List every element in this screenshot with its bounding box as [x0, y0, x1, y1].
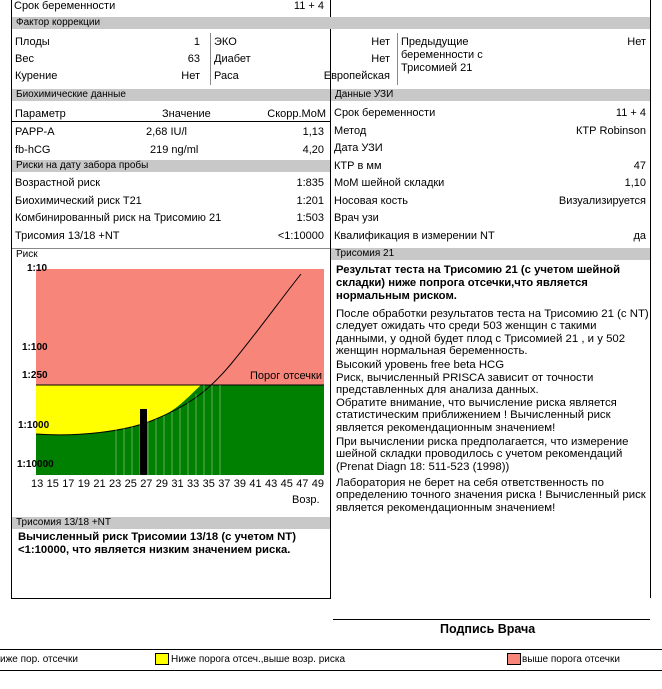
patient-marker	[140, 409, 147, 475]
t1318-result: Вычисленный риск Трисомии 13/18 (с учетом NT) <1:10000, что является низким значением риска.	[18, 531, 296, 556]
y-tick: 1:100	[22, 342, 48, 353]
uzi-value: КТР Robinson	[576, 124, 646, 137]
uzi-value: 1,10	[624, 177, 646, 189]
correction-header: Фактор коррекции	[12, 17, 650, 29]
x-tick: 45	[280, 478, 293, 490]
uzi-label: Врач узи	[334, 212, 379, 224]
risk-value: 1:835	[296, 177, 324, 189]
t21-paragraph: Обратите внимание, что вычисление риска является статистическим приближением ! Вычисленный риск является рекомендационным значением!	[336, 397, 617, 434]
risk-label: Трисомия 13/18 +NT	[15, 230, 120, 242]
biochem-header: Биохимические данные	[12, 89, 330, 101]
diabetes-label: Диабет	[214, 53, 251, 65]
t21-paragraph: Риск, вычисленный PRISCA зависит от точности представленных для анализа данных.	[336, 372, 594, 397]
t21-paragraph: Лаборатория не берет на себя ответственность по определению точного значения риска ! Вычисленный риск является рекомендационным значением!	[336, 477, 646, 514]
risk-label: Биохимический риск T21	[15, 195, 142, 207]
smoking-label: Курение	[15, 70, 58, 82]
uzi-header: Данные УЗИ	[331, 89, 650, 101]
diabetes-value: Нет	[371, 53, 390, 65]
uzi-label: Срок беременности	[334, 107, 436, 119]
race-label: Раса	[214, 70, 239, 82]
legend-label-medium: Ниже порога отсеч.,выше возр. риска	[171, 654, 346, 665]
cutoff-label: Порог отсечки	[249, 370, 322, 382]
signature-label: Подпись Врача	[440, 622, 536, 636]
x-tick: 33	[187, 478, 200, 490]
x-tick: 49	[311, 478, 325, 490]
risk-value: 1:503	[296, 212, 324, 224]
t21-header: Трисомия 21	[331, 248, 650, 260]
biochem-mom: 1,13	[302, 126, 324, 138]
t21-paragraph: Высокий уровень free beta HCG	[336, 359, 505, 371]
x-tick: 47	[296, 478, 309, 490]
x-tick: 41	[249, 478, 262, 490]
t1318-header: Трисомия 13/18 +NT	[12, 517, 330, 529]
biochem-value: 2,68 IU/l	[146, 126, 187, 138]
fruits-value: 1	[193, 36, 200, 48]
biochem-col-param: Параметр	[15, 108, 66, 120]
race-value: Европейская	[323, 70, 390, 82]
eco-value: Нет	[371, 36, 390, 48]
biochem-col-value: Значение	[162, 108, 211, 120]
t21-paragraph: После обработки результатов теста на Трисомию 21 (с NT) следует ожидать что среди 503 женщин с такими данными, у одной будет плод с Трисомией 21 , и у 502 женщин нормальная беременность.	[336, 308, 649, 357]
x-tick: 13	[31, 478, 44, 490]
x-tick: 21	[93, 478, 106, 490]
uzi-value: 47	[633, 159, 646, 172]
y-tick: 1:1000	[18, 420, 50, 431]
uzi-label: Квалификация в измерении NT	[334, 229, 495, 242]
x-tick: 15	[46, 478, 59, 490]
y-tick: 1:250	[22, 370, 48, 381]
biochem-mom: 4,20	[302, 144, 324, 156]
uzi-value: 11 + 4	[615, 107, 646, 119]
uzi-label: КТР в мм	[334, 159, 382, 172]
legend-swatch-medium	[155, 653, 169, 665]
uzi-label: Дата УЗИ	[334, 142, 383, 154]
risk-label: Комбинированный риск на Трисомию 21	[15, 212, 222, 224]
eco-label: ЭКО	[214, 36, 237, 48]
weight-label: Вес	[15, 53, 34, 65]
biochem-col-corr: Скорр.MoM	[267, 108, 326, 120]
x-axis-label: Возр.	[292, 494, 320, 506]
t21-result: Результат теста на Трисомию 21 (с учетом шейной складки) ниже попрога отсечки,что является нормальным риском.	[336, 264, 621, 302]
x-tick: 29	[155, 478, 169, 490]
smoking-value: Нет	[181, 70, 200, 82]
x-tick: 19	[77, 478, 91, 490]
biochem-param: fb-hCG	[15, 144, 51, 156]
risk-chart	[36, 269, 324, 475]
uzi-value: Визуализируется	[558, 194, 646, 207]
risk-label: Возрастной риск	[15, 177, 101, 189]
x-tick: 37	[218, 478, 231, 490]
y-tick: 1:10000	[17, 459, 54, 470]
legend-swatch-high	[507, 653, 521, 665]
fruits-label: Плоды	[15, 36, 50, 48]
x-tick: 27	[140, 478, 153, 490]
top-gestation-label: Срок беременности	[14, 0, 116, 12]
risks-header: Риски на дату забора пробы	[12, 160, 330, 172]
uzi-label: Носовая кость	[334, 194, 408, 207]
x-tick: 43	[265, 478, 278, 490]
x-tick: 39	[233, 478, 247, 490]
x-tick: 35	[202, 478, 215, 490]
previous-label: Предыдущие беременности с Трисомией 21	[401, 36, 483, 74]
risk-value: 1:201	[296, 195, 324, 207]
legend-label-high: выше порога отсечки	[522, 654, 620, 665]
uzi-label: Метод	[334, 124, 367, 137]
biochem-param: PAPP-A	[15, 126, 55, 138]
uzi-label: MoM шейной складки	[334, 177, 445, 189]
chart-title: Риск	[16, 249, 38, 260]
x-tick: 23	[109, 478, 122, 490]
x-tick: 17	[62, 478, 75, 490]
x-tick: 25	[124, 478, 137, 490]
x-tick: 31	[171, 478, 184, 490]
legend-label-low: иже пор. отсечки	[0, 654, 78, 665]
previous-value: Нет	[627, 36, 646, 48]
biochem-value: 219 ng/ml	[150, 144, 199, 156]
y-tick: 1:10	[27, 263, 48, 274]
t21-paragraph: При вычислении риска предполагается, что измерение шейной складки проводилось с учетом рекомендаций (Prenat Diagn 18: 511-523 (1998))	[336, 436, 629, 473]
weight-value: 63	[187, 53, 200, 65]
uzi-value: да	[633, 229, 646, 242]
top-gestation-value: 11 + 4	[293, 0, 324, 12]
risk-value: <1:10000	[277, 230, 324, 242]
